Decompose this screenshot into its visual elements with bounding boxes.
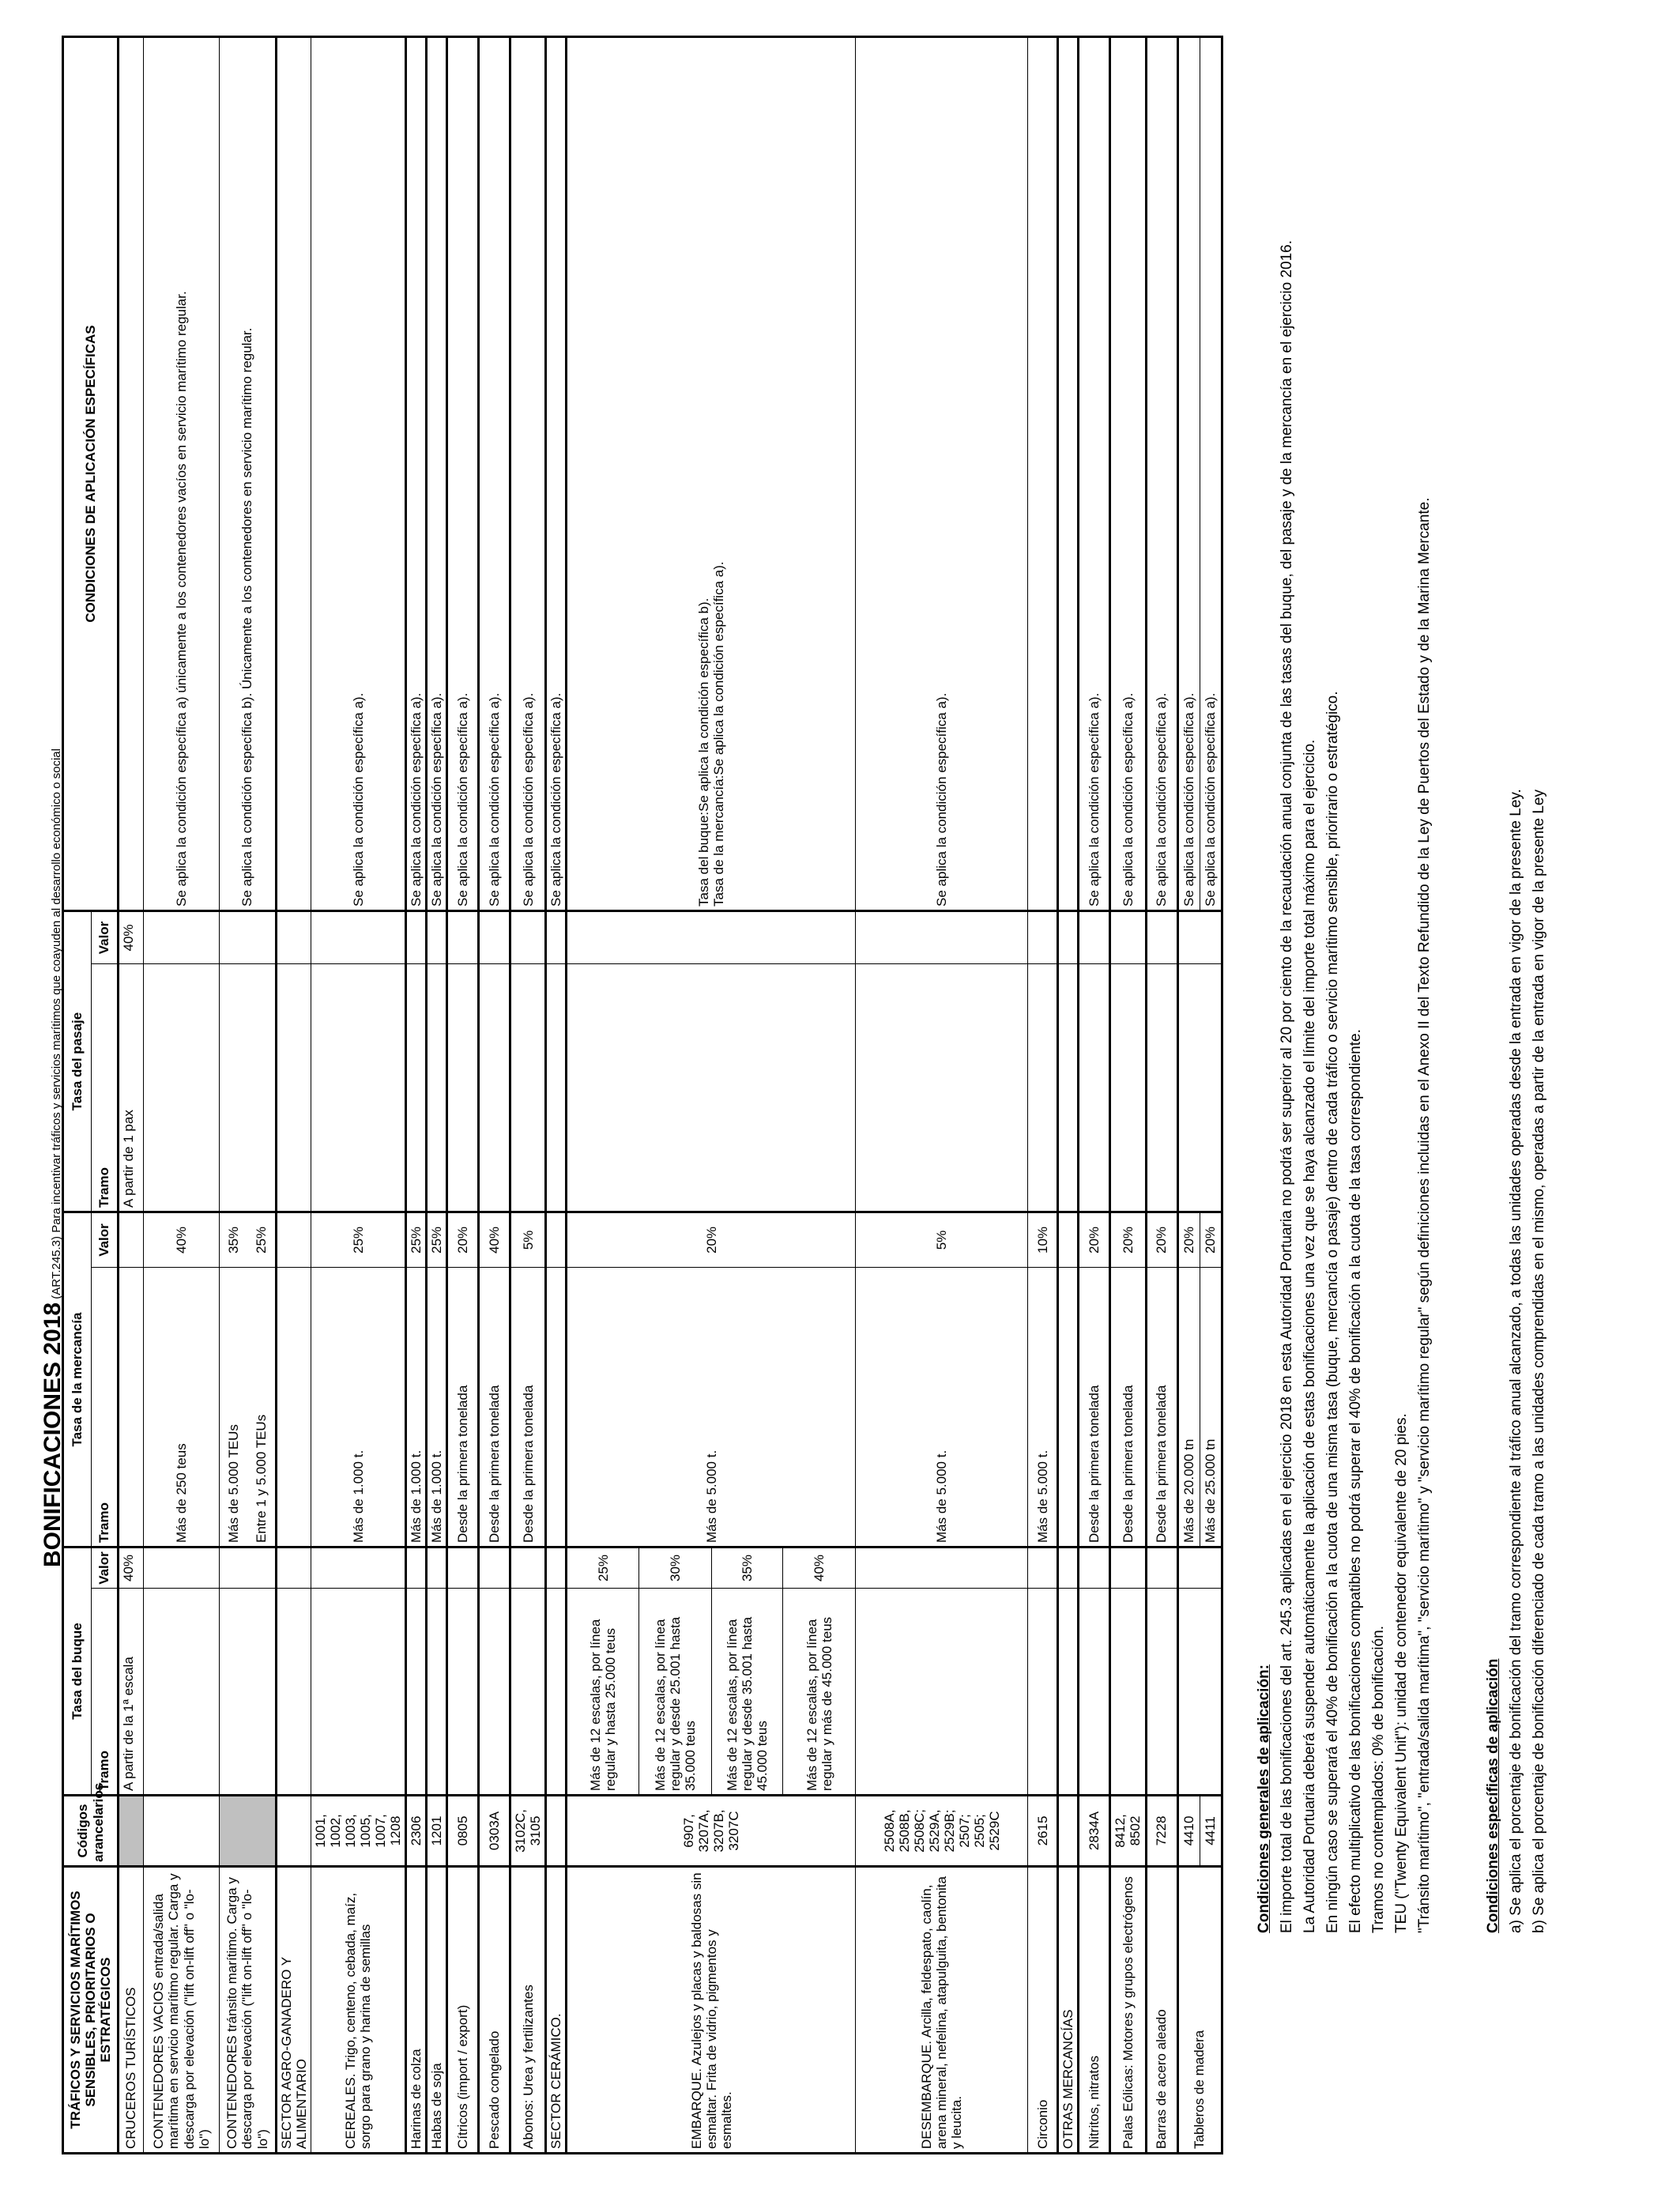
- condicion: [119, 36, 144, 910]
- table-row: [546, 36, 567, 2153]
- mercancia-valor: 25%: [406, 1212, 427, 1267]
- general-condition: En ningún caso se superará el 40% de bonificación a la cuota de una misma tasa (buque, mercancía o pasaje) dentro de cada tráfico o servicio marítimo sensible, priorirario o estratégico.: [1324, 691, 1341, 1933]
- general-condition: El importe total de las bonificaciones del art. 245.3 aplicadas en el ejercicio 2018 en esta Autoridad Portuaria no podrá ser superior al 20 por ciento de la recaudación anual conjunta de las tasas del buque, del pasaje y de la mercancía en el ejercicio 2016.: [1279, 239, 1295, 1933]
- general-conditions-title: Condiciones generales de aplicación:: [1256, 1664, 1272, 1933]
- table-row: [510, 36, 546, 2153]
- row-label: EMBARQUE. Azulejos y placas y baldosas sin esmaltar. Frita de vidrio, pigmentos y esmaltes.: [567, 1867, 856, 2154]
- mercancia-valor: 5%: [856, 1212, 1028, 1267]
- table-row: [1079, 36, 1110, 2153]
- condicion: Se aplica la condición específica a).: [427, 36, 447, 910]
- mercancia-tramo: Desde la primera tonelada: [1079, 1268, 1110, 1547]
- title-main: BONIFICACIONES 2018: [40, 1302, 66, 1567]
- table-row: [144, 36, 220, 2153]
- code-cell: 0805: [447, 1796, 479, 1867]
- mercancia-valor: 5%: [510, 1212, 546, 1267]
- buque-tramo: Más de 12 escalas, por línea regular y desde 25.001 hasta 35.000 teus: [639, 1589, 712, 1796]
- condicion: Se aplica la condición específica a).: [1146, 36, 1177, 910]
- mercancia-tramo: Más de 5.000 t.: [856, 1268, 1028, 1547]
- specific-condition: b) Se aplica el porcentaje de bonificación diferenciado de cada tramo a las unidades comprendidas en el mismo, operadas a partir de la entrada en vigor de la presente Ley: [1531, 790, 1547, 1933]
- header-tasa-buque: Tasa del buque: [63, 1547, 92, 1796]
- row-label: Pescado congelado: [479, 1867, 510, 2154]
- buque-valor: [144, 1547, 220, 1589]
- buque-tramo: [144, 1589, 220, 1796]
- general-condition: Tramos no contemplados: 0% de bonificación.: [1370, 1625, 1387, 1933]
- buque-valor: 40%: [783, 1547, 856, 1589]
- mercancia-tramo: Desde la primera tonelada: [1110, 1268, 1146, 1547]
- mercancia-tramo: Más de 5.000 t.: [567, 1268, 856, 1547]
- mercancia-tramo: Más de 20.000 tn: [1177, 1268, 1200, 1547]
- general-condition: "Tránsito marítimo", "entrada/salida marítima", "servicio marítimo" y "servicio marítimo regular" según definiciones incluidas en el Anexo II del Texto Refundido de la Ley de Puertos del Estado y de la Marina Mercante.: [1416, 497, 1433, 1933]
- mercancia-tramo: Más de 1.000 t.: [406, 1268, 427, 1547]
- row-label: Nitritos, nitratos: [1079, 1867, 1110, 2154]
- condicion: Se aplica la condición específica a).: [479, 36, 510, 910]
- row-label: CONTENEDORES tránsito marítimo. Carga y descarga por elevación ("lift on-lift off" o "lo-lo"): [220, 1867, 277, 2154]
- mercancia-tramo: [119, 1268, 144, 1547]
- buque-valor: [220, 1547, 277, 1589]
- buque-tramo: Más de 12 escalas, por línea regular y más de 45.000 teus: [783, 1589, 856, 1796]
- header-traficos: TRÁFICOS Y SERVICIOS MARÍTIMOS SENSIBLES, PRIORITARIOS O ESTRATÉGICOS: [63, 1867, 119, 2154]
- code-cell: 0303A: [479, 1796, 510, 1867]
- condicion: Se aplica la condición específica a).: [546, 36, 567, 910]
- mercancia-valor: 25%: [311, 1212, 406, 1267]
- mercancia-tramo: Más de 1.000 t.: [427, 1268, 447, 1547]
- condicion: Se aplica la condición específica a).: [856, 36, 1028, 910]
- title-subtitle: (ART.245.3) Para incentivar tráficos y servicios marítimos que coayuden al desarrollo económico o social: [50, 748, 63, 1302]
- mercancia-tramo: Desde la primera tonelada: [1146, 1268, 1177, 1547]
- buque-valor: 30%: [639, 1547, 712, 1589]
- mercancia-valor: 25%: [427, 1212, 447, 1267]
- mercancia-valor: 20%: [1079, 1212, 1110, 1267]
- header-tasa-mercancia: Tasa de la mercancía: [63, 1212, 92, 1547]
- header-condiciones: CONDICIONES DE APLICACIÓN ESPECÍFICAS: [63, 36, 119, 910]
- row-label: Abonos: Urea y fertilizantes: [510, 1867, 546, 2154]
- table-row: [856, 36, 1028, 2153]
- code-cell: 2508A, 2508B, 2508C; 2529A, 2529B; 2507; 2505; 2529C: [856, 1796, 1028, 1867]
- table-row: [1146, 36, 1177, 2153]
- mercancia-valor: 40%: [144, 1212, 220, 1267]
- buque-valor: 25%: [567, 1547, 639, 1589]
- row-label: Palas Eólicas: Motores y grupos electrógenos: [1110, 1867, 1146, 2154]
- mercancia-valor: [119, 1212, 144, 1267]
- general-condition: El efecto multiplicativo de las bonificaciones compatibles no podrá superar el 40% de bonificación a la cuota de la tasa correspondiente.: [1347, 1029, 1364, 1933]
- mercancia-valor: 40%: [479, 1212, 510, 1267]
- row-label: CRUCEROS TURÍSTICOS: [119, 1867, 144, 2154]
- condicion: Se aplica la condición específica a).: [447, 36, 479, 910]
- condicion: Se aplica la condición específica b). Únicamente a los contenedores en servicio marítimo regular.: [220, 36, 277, 910]
- condicion-mercancia: Tasa de la mercancía:Se aplica la condición específica a).: [711, 561, 727, 907]
- mercancia-valor: 20%: [447, 1212, 479, 1267]
- header-buque-valor: Valor: [92, 1547, 119, 1589]
- header-pasaje-tramo: Tramo: [92, 963, 119, 1212]
- pasaje-valor: [144, 910, 220, 963]
- code-cell: 2834A: [1079, 1796, 1110, 1867]
- mercancia-tramo: Desde la primera tonelada: [510, 1268, 546, 1547]
- mercancia-valor: 20%: [567, 1212, 856, 1267]
- code-cell: 2615: [1028, 1796, 1058, 1867]
- condicion: Se aplica la condición específica a).: [510, 36, 546, 910]
- code-cell: [220, 1796, 277, 1867]
- row-label: Barras de acero aleado: [1146, 1867, 1177, 2154]
- condicion: Se aplica la condición específica a).: [406, 36, 427, 910]
- buque-tramo: Más de 12 escalas, por línea regular y hasta 25.000 teus: [567, 1589, 639, 1796]
- general-condition: La Autoridad Portuaria deberá suspender automáticamente la aplicación de estas bonificaciones una vez que se haya alcanzado el límite del importe total máximo para el ejercicio.: [1301, 739, 1318, 1933]
- condicion: Se aplica la condición específica a).: [1200, 36, 1222, 910]
- general-condition: TEU ("Twenty Equivalent Unit"): unidad de contenedor equivalente de 20 pies.: [1393, 1413, 1410, 1933]
- mercancia-tramo: Más de 250 teus: [144, 1268, 220, 1547]
- buque-valor: 40%: [119, 1547, 144, 1589]
- mercancia-tramo: Entre 1 y 5.000 TEUs: [248, 1268, 277, 1547]
- buque-tramo: A partir de la 1ª escala: [119, 1589, 144, 1796]
- code-cell: 8412, 8502: [1110, 1796, 1146, 1867]
- row-label: Harinas de colza: [406, 1867, 427, 2154]
- section-heading: SECTOR AGRO-GANADERO Y ALIMENTARIO: [277, 1867, 311, 2154]
- header-mercancia-tramo: Tramo: [92, 1268, 119, 1547]
- code-cell: 1001, 1002, 1003, 1005, 1007, 1208: [311, 1796, 406, 1867]
- mercancia-tramo: Desde la primera tonelada: [479, 1268, 510, 1547]
- notes: [1252, 36, 1550, 1933]
- condicion: Se aplica la condición específica a).: [311, 36, 406, 910]
- mercancia-valor: 25%: [248, 1212, 277, 1267]
- header-tasa-pasaje: Tasa del pasaje: [63, 910, 92, 1212]
- table-row: [406, 36, 427, 2153]
- mercancia-tramo: Más de 1.000 t.: [311, 1268, 406, 1547]
- mercancia-tramo: Más de 25.000 tn: [1200, 1268, 1222, 1547]
- mercancia-tramo: Más de 5.000 TEUs: [220, 1268, 248, 1547]
- row-label: Circonio: [1028, 1867, 1058, 2154]
- section-heading: OTRAS MERCANCÍAS: [1058, 1867, 1079, 2154]
- mercancia-valor: 10%: [1028, 1212, 1058, 1267]
- header-mercancia-valor: Valor: [92, 1212, 119, 1267]
- specific-condition: a) Se aplica el porcentaje de bonificación del tramo correspondiente al tráfico anual alcanzado, a todas las unidades operadas desde la entrada en vigor de la presente Ley.: [1508, 789, 1524, 1933]
- condicion: Se aplica la condición específica a).: [1079, 36, 1110, 910]
- section-heading: SECTOR CERÁMICO.: [546, 1867, 567, 2154]
- code-cell: 2306: [406, 1796, 427, 1867]
- table-row: [479, 36, 510, 2153]
- code-cell: [144, 1796, 220, 1867]
- condicion-buque: Tasa del buque:Se aplica la condición específica b).: [696, 598, 712, 907]
- pasaje-tramo: [144, 963, 220, 1212]
- mercancia-tramo: Más de 5.000 t.: [1028, 1268, 1058, 1547]
- mercancia-tramo: Desde la primera tonelada: [447, 1268, 479, 1547]
- row-label: CEREALES. Trigo, centeno, cebada, maíz, sorgo para grano y harina de semillas: [311, 1867, 406, 2154]
- condicion: Se aplica la condición específica a) únicamente a los contenedores vacíos en servicio marítimo regular.: [144, 36, 220, 910]
- mercancia-valor: 20%: [1146, 1212, 1177, 1267]
- code-cell: 3102C, 3105: [510, 1796, 546, 1867]
- code-cell: 1201: [427, 1796, 447, 1867]
- table-row: [1110, 36, 1146, 2153]
- row-label: Tableros de madera: [1177, 1867, 1222, 2154]
- mercancia-valor: 20%: [1177, 1212, 1200, 1267]
- table-row: [119, 36, 144, 2153]
- table-row: [277, 36, 311, 2153]
- header-pasaje-valor: Valor: [92, 910, 119, 963]
- condicion: Se aplica la condición específica a).: [1177, 36, 1200, 910]
- table-row: [220, 36, 248, 2153]
- table-row: [311, 36, 406, 2153]
- pasaje-valor: 40%: [119, 910, 144, 963]
- code-cell: 7228: [1146, 1796, 1177, 1867]
- specific-conditions-title: Condiciones específicas de aplicación: [1485, 1658, 1501, 1933]
- mercancia-valor: 35%: [220, 1212, 248, 1267]
- table-row: [1058, 36, 1079, 2153]
- row-label: CONTENEDORES VACIOS entrada/salida marítima en servicio marítimo regular. Carga y descarga por elevación ("lift on-lift off" o "lo-lo"): [144, 1867, 220, 2154]
- pasaje-tramo: A partir de 1 pax: [119, 963, 144, 1212]
- mercancia-valor: 20%: [1200, 1212, 1222, 1267]
- header-codigos: Códigos arancelarios: [63, 1796, 119, 1867]
- table-row: [1028, 36, 1058, 2153]
- bonificaciones-table: [62, 36, 1223, 2154]
- row-label: Habas de soja: [427, 1867, 447, 2154]
- buque-valor: 35%: [712, 1547, 783, 1589]
- code-cell: 4411: [1200, 1796, 1222, 1867]
- mercancia-valor: 20%: [1110, 1212, 1146, 1267]
- condicion: Se aplica la condición específica a).: [1110, 36, 1146, 910]
- table-row: [447, 36, 479, 2153]
- row-label: DESEMBARQUE. Arcilla, feldespato, caolín, arena mineral, nefelina, atapulguita, bentonita y leucita.: [856, 1867, 1028, 2154]
- pasaje-valor: [220, 910, 277, 963]
- buque-tramo: [220, 1589, 277, 1796]
- table-row: [427, 36, 447, 2153]
- code-cell: [119, 1796, 144, 1867]
- table-row: [1177, 36, 1200, 2153]
- code-cell: 4410: [1177, 1796, 1200, 1867]
- row-label: Cítricos (import / export): [447, 1867, 479, 2154]
- buque-tramo: Más de 12 escalas, por línea regular y desde 35.001 hasta 45.000 teus: [712, 1589, 783, 1796]
- pasaje-tramo: [220, 963, 277, 1212]
- header-buque-tramo: Tramo: [92, 1589, 119, 1796]
- condicion: [567, 36, 856, 910]
- table-row: [567, 36, 639, 2153]
- code-cell: 6907, 3207A, 3207B, 3207C: [567, 1796, 856, 1867]
